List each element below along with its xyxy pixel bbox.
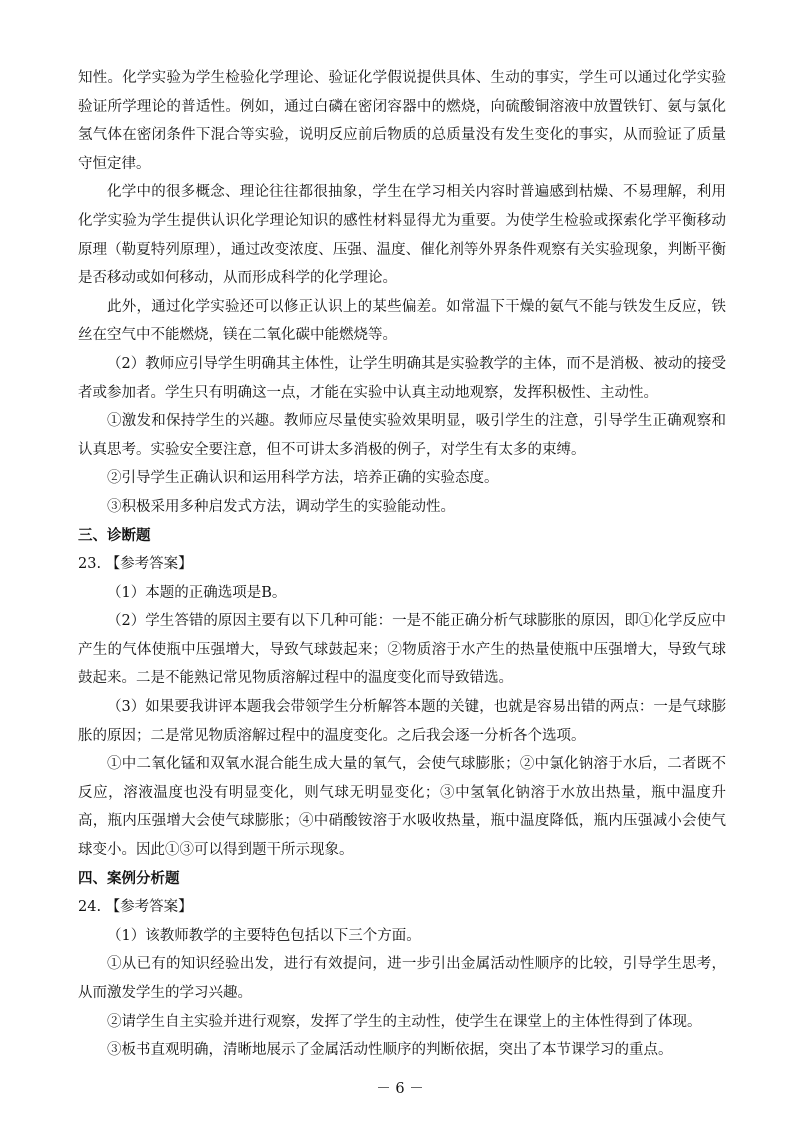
paragraph-24-point-1: ①从已有的知识经验出发，进行有效提问，进一步引出金属活动性顺序的比较，引导学生思考，从而激发学生的学习兴趣。 xyxy=(78,956,726,1001)
section-heading-case-analysis: 四、案例分析题 xyxy=(78,870,180,887)
paragraph-correct-misconceptions: 此外，通过化学实验还可以修正认识上的某些偏差。如常温下干燥的氨气不能与铁发生反应，铁丝在空气中不能燃烧，镁在二氧化碳中能燃烧等。 xyxy=(78,298,726,344)
paragraph-chemical-theory: 化学中的很多概念、理论往往都很抽象，学生在学习相关内容时普遍感到枯燥、不易理解，利用化学实验为学生提供认识化学理论知识的感性材料显得尤为重要。为使学生检验或探索化学平衡移动原理（勒夏特列原理），通过改变浓度、压强、温度、催化剂等外界条件观察有关实验现象，判断平衡是否移动或如何移动，从而形成科学的化学理论。 xyxy=(78,184,726,287)
paragraph-mass-conservation: 知性。化学实验为学生检验化学理论、验证化学假说提供具体、生动的事实，学生可以通过化学实验验证所学理论的普适性。例如，通过白磷在密闭容器中的燃烧，向硫酸铜溶液中放置铁钉、氨与氯化氢气体在密闭条件下混合等实验，说明反应前后物质的总质量没有发生变化的事实，从而验证了质量守恒定律。 xyxy=(78,70,726,172)
document-body xyxy=(78,64,726,1065)
paragraph-24-point-2: ②请学生自主实验并进行观察，发挥了学生的主动性，使学生在课堂上的主体性得到了体现。 xyxy=(107,1013,702,1030)
paragraph-point-1-interest: ①激发和保持学生的兴趣。教师应尽量使实验效果明显，吸引学生的注意，引导学生正确观察和认真思考。实验安全要注意，但不可讲太多消极的例子，对学生有太多的束缚。 xyxy=(78,413,726,458)
paragraph-student-subjectivity: （2）教师应引导学生明确其主体性，让学生明确其是实验教学的主体，而不是消极、被动的接受者或参加者。学生只有明确这一点，才能在实验中认真主动地观察，发挥积极性、主动性。 xyxy=(78,355,726,401)
question-23-answer-label: 23. 【参考答案】 xyxy=(78,556,193,573)
paragraph-23-3: （3）如果要我讲评本题我会带领学生分析解答本题的关键，也就是容易出错的两点：一是气球膨胀的原因；二是常见物质溶解过程中的温度变化。之后我会逐一分析各个选项。 xyxy=(78,699,726,744)
question-24-answer-label: 24. 【参考答案】 xyxy=(78,899,193,916)
section-heading-diagnosis: 三、诊断题 xyxy=(78,527,151,544)
paragraph-24-point-3: ③板书直观明确，清晰地展示了金属活动性顺序的判断依据，突出了本节课学习的重点。 xyxy=(107,1042,673,1059)
paragraph-23-1: （1）本题的正确选项是B。 xyxy=(107,584,287,601)
paragraph-point-3-heuristic: ③积极采用多种启发式方法，调动学生的实验能动性。 xyxy=(107,498,455,515)
paragraph-24-1: （1）该教师教学的主要特色包括以下三个方面。 xyxy=(107,927,421,944)
paragraph-23-2: （2）学生答错的原因主要有以下几种可能：一是不能正确分析气球膨胀的原因，即①化学反应中产生的气体使瓶中压强增大，导致气球鼓起来；②物质溶于水产生的热量使瓶中压强增大，导致气球鼓起来。二是不能熟记常见物质溶解过程中的温度变化而导致错选。 xyxy=(78,613,726,687)
paragraph-point-2-method: ②引导学生正确认识和运用科学方法，培养正确的实验态度。 xyxy=(107,470,499,487)
page-number: － 6 － xyxy=(376,1081,424,1097)
paragraph-23-options: ①中二氧化锰和双氧水混合能生成大量的氧气，会使气球膨胀；②中氯化钠溶于水后，二者既不反应，溶液温度也没有明显变化，则气球无明显变化；③中氢氧化钠溶于水放出热量，瓶中温度升高，瓶内压强增大会使气球膨胀；④中硝酸铵溶于水吸收热量，瓶中温度降低，瓶内压强减小会使气球变小。因此①③可以得到题干所示现象。 xyxy=(78,756,726,859)
